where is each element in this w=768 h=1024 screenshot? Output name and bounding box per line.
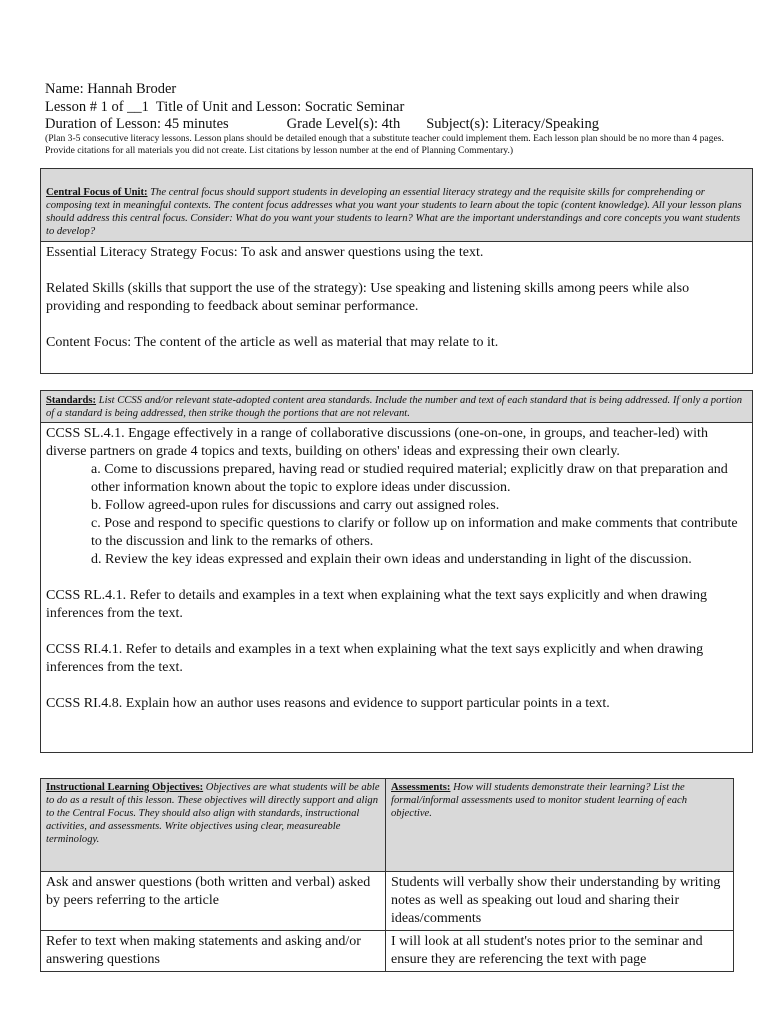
standard-sl-4-1-c: c. Pose and respond to specific questions to clarify or follow up on information and make comments that contribute to the discussion and link to the remarks of others. [91, 516, 738, 549]
standard-ri-4-1: CCSS RI.4.1. Refer to details and examples in a text when explaining what the text says explicitly and when drawing inferences from the text. [46, 642, 704, 675]
standard-rl-4-1: CCSS RL.4.1. Refer to details and examples in a text when explaining what the text says explicitly and when drawing inferences from the text. [46, 588, 707, 621]
assessment-cell: I will look at all student's notes prior to the seminar and ensure they are referencing the text with page [386, 931, 734, 972]
lesson-duration: Duration of Lesson: 45 minutes [45, 116, 229, 132]
subject: Subject(s): Literacy/Speaking [426, 116, 599, 132]
standards-label: Standards: [46, 395, 97, 406]
standard-sl-4-1: CCSS SL.4.1. Engage effectively in a range of collaborative discussions (one-on-one, in groups, and teacher-led) with diverse partners on grade 4 topics and texts, building on others' ideas and expressing their own clearly. [46, 426, 708, 459]
lesson-meta-line [45, 116, 745, 133]
lesson-title: Title of Unit and Lesson: Socratic Seminar [155, 99, 405, 115]
related-skills: Related Skills (skills that support the use of the strategy): Use speaking and listening skills among peers while also providing and responding to feedback about seminar performance. [46, 281, 690, 314]
grade-level: Grade Level(s): 4th [286, 116, 401, 132]
standard-sl-4-1-a: a. Come to discussions prepared, having read or studied required material; explicitly draw on that preparation and other information known about the topic to explore ideas under discussion. [91, 462, 728, 495]
teacher-name: Name: Hannah Broder [45, 81, 177, 97]
standards-prompt: Standards: List CCSS and/or relevant state-adopted content area standards. Include the number and text of each standard that is being addressed. If only a portion of a standard is being addressed, then strike though the portions that are not relevant. [41, 391, 752, 423]
literacy-strategy-focus: Essential Literacy Strategy Focus: To ask and answer questions using the text. [46, 245, 484, 260]
objective-cell: Refer to text when making statements and asking and/or answering questions [41, 931, 386, 972]
table-row [41, 931, 734, 972]
standard-ri-4-8: CCSS RI.4.8. Explain how an author uses reasons and evidence to support particular points in a text. [46, 696, 610, 711]
central-focus-label: Central Focus of Unit: [46, 187, 148, 198]
objective-cell: Ask and answer questions (both written and verbal) asked by peers referring to the article [41, 872, 386, 931]
objectives-table [40, 778, 734, 972]
central-focus-section [40, 168, 753, 374]
standards-body [41, 423, 752, 715]
central-focus-body [41, 242, 752, 354]
table-row [41, 872, 734, 931]
assessment-cell: Students will verbally show their understanding by writing notes as well as speaking out loud and sharing their ideas/comments [386, 872, 734, 931]
standard-sl-4-1-d: d. Review the key ideas expressed and explain their own ideas and understanding in light of the discussion. [91, 552, 692, 567]
lesson-number: Lesson # 1 of __1 [45, 99, 149, 115]
objectives-header: Instructional Learning Objectives: Objectives are what students will be able to do as a result of this lesson. These objectives will directly support and align to the Central Focus. They should also align with standards, instructional activities, and assessments. Write objectives using clear, measureable terminology. [41, 779, 386, 872]
assessments-label: Assessments: [391, 782, 451, 793]
lesson-line [45, 99, 745, 116]
standards-section [40, 390, 753, 753]
assessments-header: Assessments: How will students demonstrate their learning? List the formal/informal assessments used to monitor student learning of each objective. [386, 779, 734, 872]
objectives-header-row [41, 779, 734, 872]
content-focus: Content Focus: The content of the article as well as material that may relate to it. [46, 335, 499, 350]
standard-sl-4-1-b: b. Follow agreed-upon rules for discussions and carry out assigned roles. [91, 498, 500, 513]
plan-instructions: (Plan 3-5 consecutive literacy lessons. Lesson plans should be detailed enough that a substitute teacher could implement them. Each lesson plan should be no more than 4 pages. Provide citations for all materials you did not create. List citations by lesson number at the end of Planning Commentary.) [45, 133, 724, 156]
objectives-label: Instructional Learning Objectives: [46, 782, 204, 793]
central-focus-prompt: Central Focus of Unit: The central focus should support students in developing an essential literacy strategy and the requisite skills for comprehending or composing text in meaningful contexts. The content focus addresses what you want your students to learn about the topic (content knowledge). All your lesson plans should address this central focus. Consider: What do you want your students to learn? What are the important understandings and core concepts you want students to develop? [41, 169, 752, 242]
